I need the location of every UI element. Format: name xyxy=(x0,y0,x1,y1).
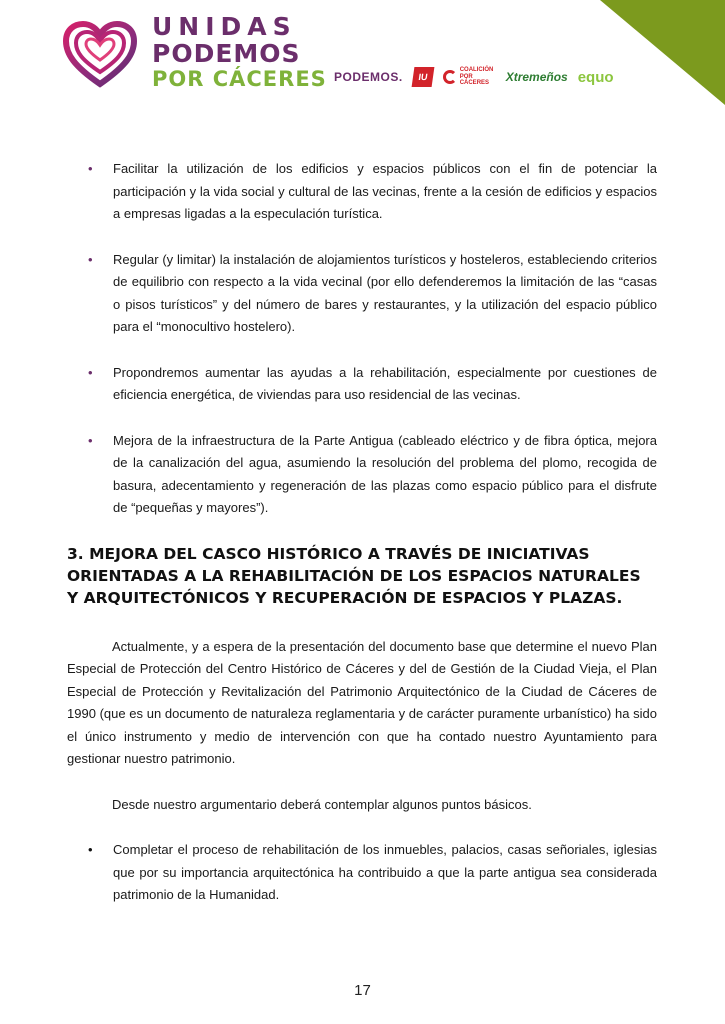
extremenos-logo: Xtremeños xyxy=(505,70,568,84)
brand-line-2: PODEMOS xyxy=(152,39,301,68)
list-item-text: Facilitar la utilización de los edificios y espacios públicos con el fin de potenciar la participación y la vida social y cultural de las vecinas, frente a la cesión de edificios y espacios a empresas ligadas a la especulación turística. xyxy=(113,161,657,221)
equo-logo: equo xyxy=(577,68,614,86)
list-item-text: Propondremos aumentar las ayudas a la rehabilitación, especialmente por cuestiones de eficiencia energética, de viviendas para uso residencial de las vecinas. xyxy=(113,364,657,402)
heart-logo-icon xyxy=(62,20,138,90)
bullet-icon: • xyxy=(88,251,93,267)
coalicion-logo xyxy=(443,67,496,87)
bullet-list-top xyxy=(67,158,657,520)
section-heading: 3. MEJORA DEL CASCO HISTÓRICO A TRAVÉS DE INICIATIVAS ORIENTADAS A LA REHABILITACIÓN DE LOS ESPACIOS NATURALES Y ARQUITECTÓNICOS Y RECUPERACIÓN DE ESPACIOS Y PLAZAS. xyxy=(67,544,641,607)
list-item-text: Mejora de la infraestructura de la Parte Antigua (cableado eléctrico y de fibra óptica, mejora de la canalización del agua, asumiendo la resolución del problema del plomo, recogida de basura, adecentamiento y regeneración de las plazas como espacio público para el disfrute de “pequeñas y mayores”). xyxy=(113,432,657,515)
podemos-logo: PODEMOS. xyxy=(334,70,403,84)
bullet-icon: • xyxy=(88,842,93,857)
brand-line-3: POR CÁCERES xyxy=(152,67,327,91)
partner-logos xyxy=(334,66,614,88)
coalicion-ring-icon xyxy=(443,70,457,84)
list-item xyxy=(67,158,657,226)
corner-decoration xyxy=(600,0,725,105)
brand-line-1: UNIDAS xyxy=(152,12,297,41)
list-item xyxy=(67,362,657,407)
bullet-icon: • xyxy=(88,364,93,380)
page-number: 17 xyxy=(354,982,371,999)
coalicion-text: COALICIÓN POR CÁCERES xyxy=(459,67,494,87)
iu-logo: IU xyxy=(411,67,434,87)
list-item xyxy=(67,839,657,907)
list-item xyxy=(67,249,657,339)
list-item xyxy=(67,430,657,520)
bullet-list-bottom xyxy=(67,839,657,907)
list-item-text: Regular (y limitar) la instalación de alojamientos turísticos y hosteleros, estableciendo criterios de equilibrio con respecto a la vida vecinal (por ello defenderemos la limitación de las “casas o pisos turísticos” y del número de bares y restaurantes, y la utilización del espacio público para el “monocultivo hostelero). xyxy=(113,251,657,334)
brand-wordmark xyxy=(152,14,327,90)
bullet-icon: • xyxy=(88,161,93,176)
paragraph-intro: Actualmente, y a espera de la presentación del documento base que determine el nuevo Plan Especial de Protección del Centro Histórico de Cáceres y del de Gestión de la Ciudad Vieja, el Plan Especial de Protección y Revitalización del Patrimonio Arquitectónico de la Ciudad de Cáceres de 1990 (que es un documento de naturaleza reglamentaria y de carácter puramente urbanístico) ha sido el único instrumento y medio de intervención con que ha contado nuestro Ayuntamiento para gestionar nuestro patrimonio. xyxy=(67,638,657,766)
page-content xyxy=(67,158,657,930)
paragraph-argumentario: Desde nuestro argumentario deberá contemplar algunos puntos básicos. xyxy=(112,796,532,812)
list-item-text: Completar el proceso de rehabilitación de los inmuebles, palacios, casas señoriales, iglesias que por su importancia arquitectónica ha contribuido a que la parte antigua sea considerada patrimonio de la Humanidad. xyxy=(113,842,657,902)
bullet-icon: • xyxy=(88,432,93,448)
